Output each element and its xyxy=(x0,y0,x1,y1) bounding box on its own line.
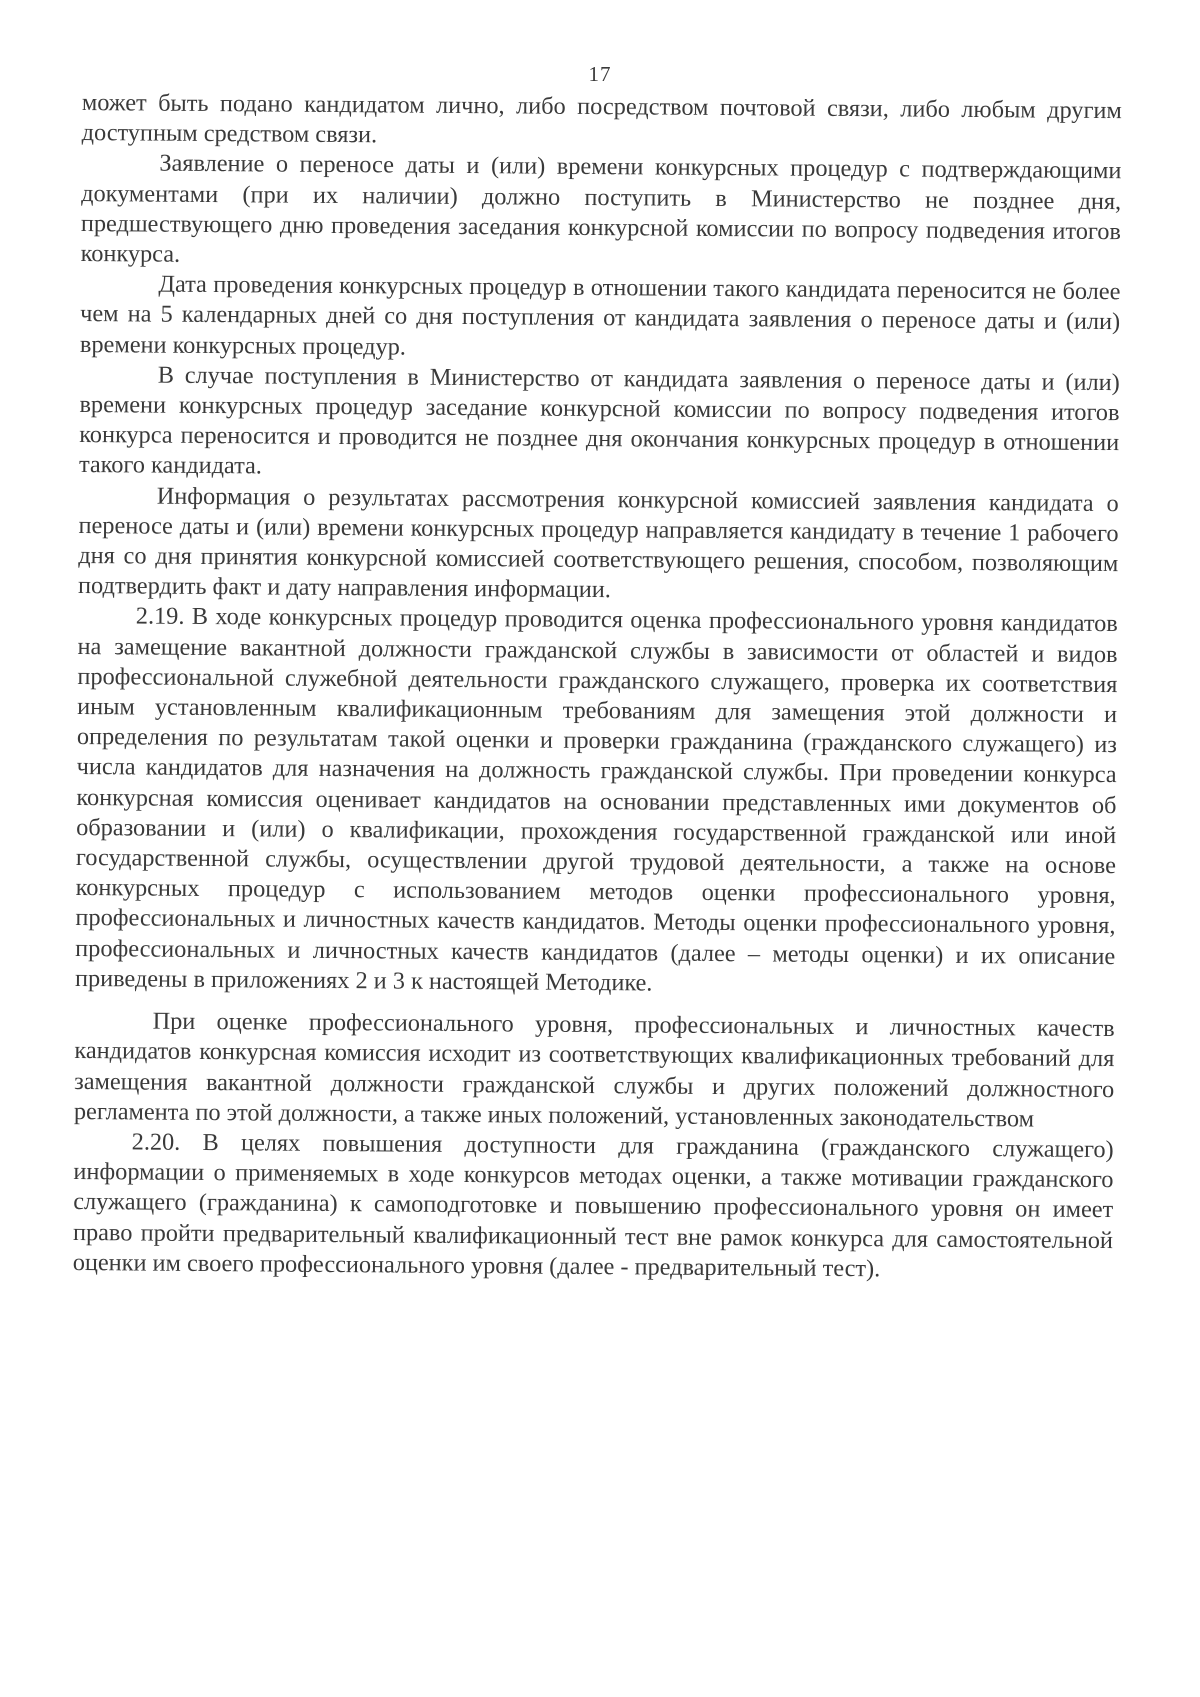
paragraph-result-notification: Информация о результатах рассмотрения конкурсной комиссией заявления кандидата о переносе даты и (или) времени конкурсных процедур направляется кандидату в течение 1 рабочего дня со дня принятия конкурсной комиссией соответствующего решения, способом, позволяющим подтвердить факт и дату направления информации. xyxy=(77,482,1119,604)
document-body xyxy=(73,88,1122,1286)
paragraph-2-20: 2.20. В целях повышения доступности для гражданина (гражданского служащего) информации о применяемых в ходе конкурсов методах оценки, а также мотивации гражданского служащего (гражданина) к самоподготовке и повышению профессионального уровня он имеет право пройти предварительный квалификационный тест вне рамок конкурса для самостоятельной оценки им своего профессионального уровня (далее - предварительный тест). xyxy=(72,1128,1114,1283)
paragraph-postponement-date: Дата проведения конкурсных процедур в отношении такого кандидата переносится не более чем на 5 календарных дней со дня поступления от кандидата заявления о переносе даты и (или) времени конкурсных процедур. xyxy=(79,270,1121,361)
paragraph-evaluation-basis: При оценке профессионального уровня, профессиональных и личностных качеств кандидатов конкурсная комиссия исходит из соответствующих квалификационных требований для замещения вакантной должности гражданской службы и других положений должностного регламента по этой должности, а также иных положений, установленных законодательством xyxy=(73,1007,1115,1133)
paragraph-2-19: 2.19. В ходе конкурсных процедур проводится оценка профессионального уровня кандидатов на замещение вакантной должности гражданской службы в зависимости от областей и видов профессиональной служебной деятельности гражданского служащего, проверка их соответствия иным установленным квалификационным требованиям для замещения этой должности и определения по результатам такой оценки и проверки гражданина (гражданского служащего) из числа кандидатов для назначения на должность гражданской службы. При проведении конкурса конкурсная комиссия оценивает кандидатов на основании представленных ими документов об образовании и (или) о квалификации, прохождения государственной гражданской или иной государственной службы, осуществлении другой трудовой деятельности, а также на основе конкурсных процедур с использованием методов оценки профессионального уровня, профессиональных и личностных качеств кандидатов. Методы оценки профессионального уровня, профессиональных и личностных качеств кандидатов (далее – методы оценки) и их описание приведены в приложениях 2 и 3 к настоящей Методике. xyxy=(74,602,1118,997)
paragraph-commission-meeting: В случае поступления в Министерство от кандидата заявления о переносе даты и (или) времени конкурсных процедур заседание конкурсной комиссии по вопросу подведения итогов конкурса переносится и проводится не позднее дня окончания конкурсных процедур в отношении такого кандидата. xyxy=(78,361,1120,480)
page-number: 17 xyxy=(588,62,612,86)
paragraph-postponement-application: Заявление о переносе даты и (или) времени конкурсных процедур с подтверждающими документами (при их наличии) должно поступить в Министерство не позднее дня, предшествующего дню проведения заседания конкурсной комиссии по вопросу подведения итогов конкурса. xyxy=(80,150,1122,268)
paragraph-continuation: может быть подано кандидатом лично, либо посредством почтовой связи, либо любым другим доступным средством связи. xyxy=(81,88,1122,149)
